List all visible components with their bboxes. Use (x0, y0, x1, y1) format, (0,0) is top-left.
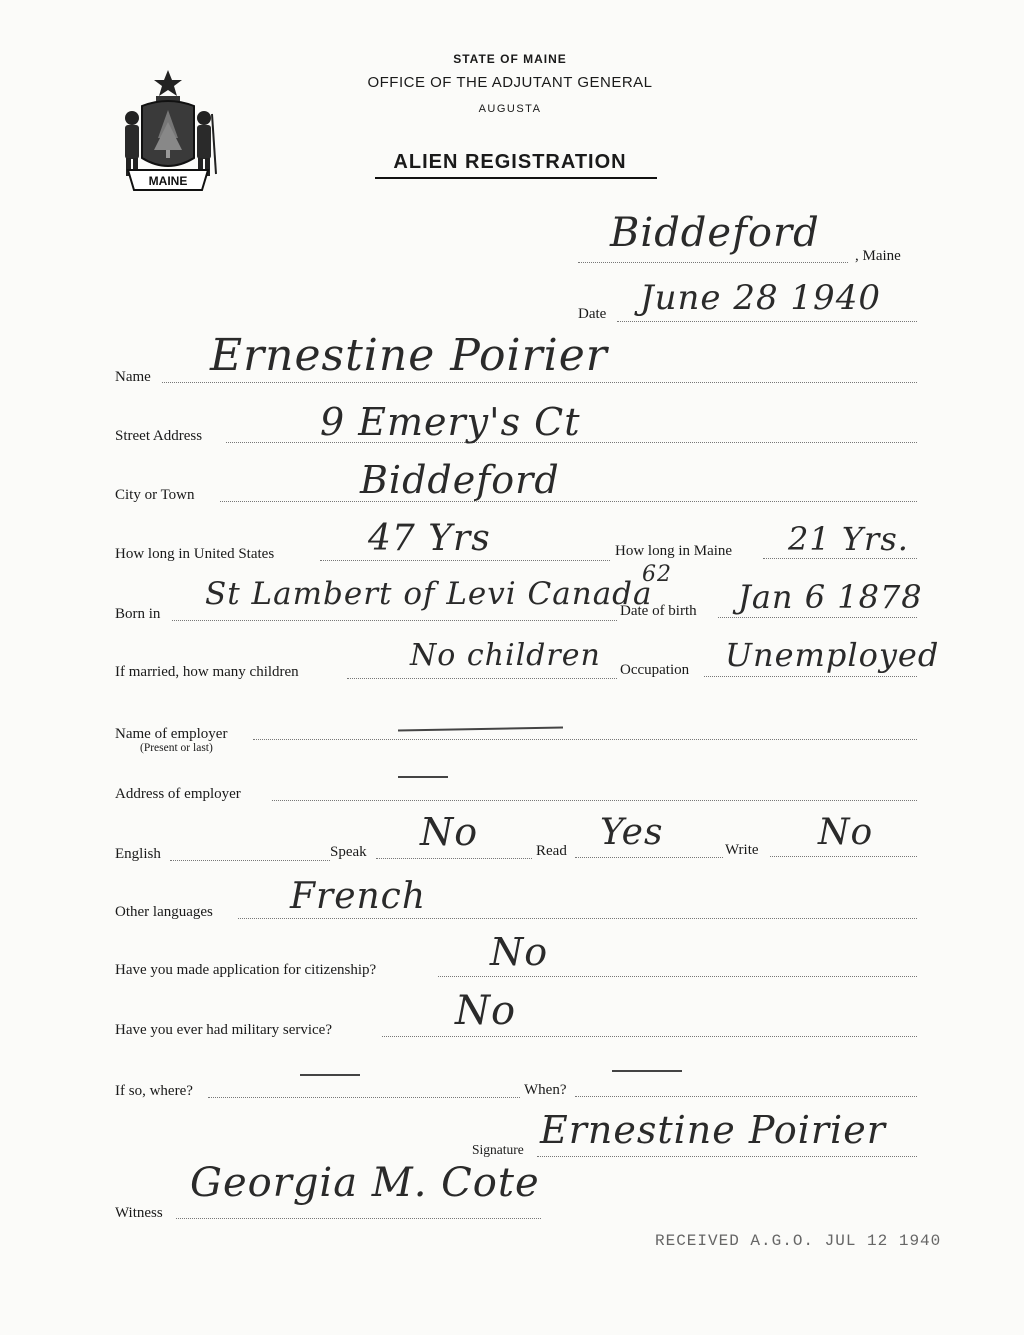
form-title: ALIEN REGISTRATION (393, 151, 627, 173)
write-label: Write (725, 842, 759, 858)
occupation-line (704, 676, 917, 677)
english-label: English (115, 846, 161, 862)
date-of-birth-line (718, 617, 917, 618)
employer-address-line (272, 800, 917, 801)
speak-label: Speak (330, 844, 367, 860)
city-label: City or Town (115, 487, 195, 503)
age-entry: 62 (642, 562, 672, 587)
date-of-birth-label: Date of birth (620, 603, 697, 619)
other-languages-line (238, 918, 917, 919)
citizenship-line (438, 976, 917, 977)
witness-line (176, 1218, 541, 1219)
city-line (220, 501, 917, 502)
city-entry: Biddeford (360, 458, 560, 502)
witness-entry: Georgia M. Cote (190, 1160, 540, 1206)
born-in-entry: St Lambert of Levi Canada (205, 576, 653, 612)
how-long-maine-entry: 21 Yrs. (788, 520, 909, 558)
if-so-where-label: If so, where? (115, 1083, 193, 1099)
name-line (162, 382, 917, 383)
other-languages-label: Other languages (115, 904, 213, 920)
speak-line (376, 858, 532, 859)
when-label: When? (524, 1082, 567, 1098)
when-line (575, 1096, 917, 1097)
occupation-entry: Unemployed (725, 636, 940, 674)
employer-label: Name of employer (115, 726, 228, 742)
name-label: Name (115, 369, 151, 385)
seal-banner-text: MAINE (148, 174, 188, 188)
read-entry: Yes (600, 812, 664, 853)
read-line (575, 857, 723, 858)
employer-dash (398, 727, 563, 732)
received-stamp: RECEIVED A.G.O. JUL 12 1940 (655, 1232, 942, 1250)
signature-entry: Ernestine Poirier (540, 1108, 886, 1152)
if-so-where-line (208, 1097, 520, 1098)
read-label: Read (536, 843, 567, 859)
where-dash (300, 1074, 360, 1076)
title-underline (375, 177, 657, 179)
married-children-line (347, 678, 617, 679)
when-dash (612, 1070, 682, 1072)
street-address-entry: 9 Emery's Ct (320, 400, 581, 444)
married-children-label: If married, how many children (115, 664, 299, 680)
town-line (578, 262, 848, 263)
citizenship-entry: No (490, 930, 549, 974)
children-entry: No children (410, 638, 601, 673)
header-city: AUGUSTA (478, 103, 542, 115)
how-long-maine-line (763, 558, 917, 559)
town-entry: Biddeford (610, 210, 820, 256)
military-entry: No (455, 988, 517, 1034)
military-label: Have you ever had military service? (115, 1022, 332, 1038)
date-line (617, 321, 917, 322)
date-entry: June 28 1940 (640, 278, 881, 318)
maine-state-seal-icon (112, 66, 224, 196)
witness-label: Witness (115, 1205, 163, 1221)
maine-label: , Maine (855, 248, 901, 264)
how-long-us-line (320, 560, 610, 561)
name-entry: Ernestine Poirier (210, 330, 608, 381)
citizenship-label: Have you made application for citizenship? (115, 962, 377, 978)
other-languages-entry: French (290, 876, 427, 917)
speak-entry: No (420, 810, 479, 854)
header-state: STATE OF MAINE (453, 52, 567, 66)
how-long-us-entry: 47 Yrs (368, 518, 491, 559)
street-address-label: Street Address (115, 428, 203, 444)
english-line (170, 860, 330, 861)
how-long-maine-label: How long in Maine (615, 543, 733, 559)
date-of-birth-entry: Jan 6 1878 (738, 578, 923, 616)
born-in-line (172, 620, 617, 621)
signature-line (537, 1156, 917, 1157)
employer-sub-label: (Present or last) (140, 742, 213, 754)
employer-address-dash (398, 776, 448, 778)
how-long-us-label: How long in United States (115, 546, 275, 562)
born-in-label: Born in (115, 606, 161, 622)
employer-line (253, 739, 917, 740)
write-entry: No (818, 812, 874, 853)
signature-label: Signature (472, 1142, 524, 1157)
military-line (382, 1036, 917, 1037)
date-label: Date (578, 306, 607, 322)
write-line (770, 856, 917, 857)
header-office: OFFICE OF THE ADJUTANT GENERAL (367, 74, 653, 91)
occupation-label: Occupation (620, 662, 690, 678)
employer-address-label: Address of employer (115, 786, 241, 802)
